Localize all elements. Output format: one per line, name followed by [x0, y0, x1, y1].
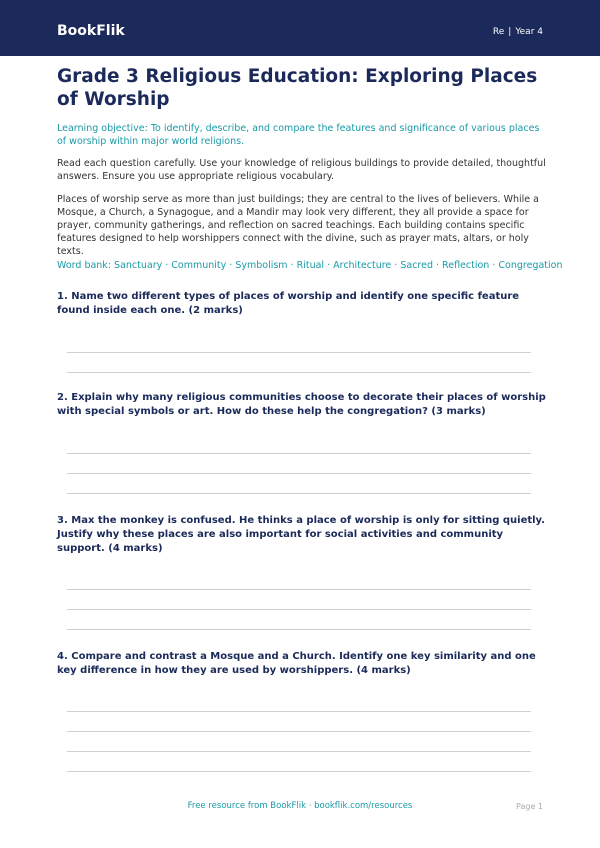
header-bar [0, 0, 600, 56]
answer-line[interactable] [67, 731, 531, 732]
brand-logo[interactable]: BookFlik [57, 23, 125, 39]
answer-line[interactable] [67, 609, 531, 610]
word-bank: Word bank: Sanctuary · Community · Symbolism · Ritual · Architecture · Sacred · Reflection · Congregation [57, 260, 563, 271]
answer-line[interactable] [67, 372, 531, 373]
answer-line[interactable] [67, 751, 531, 752]
question-3: 3. Max the monkey is confused. He thinks a place of worship is only for sitting quietly. Justify why these places are also important for social activities and community support. (4 marks) [57, 515, 545, 554]
answer-line[interactable] [67, 352, 531, 353]
page-number: Page 1 [516, 802, 543, 811]
answer-line[interactable] [67, 711, 531, 712]
header-meta [493, 27, 543, 37]
subject-label: Re [492, 27, 505, 37]
page-title: Grade 3 Religious Education: Exploring Places of Worship [57, 66, 538, 110]
answer-line[interactable] [67, 771, 531, 772]
answer-line[interactable] [67, 453, 531, 454]
learning-objective: Learning objective: To identify, describe, and compare the features and significance of various places of worship within major world religions. [57, 123, 540, 147]
intro-text: Places of worship serve as more than just buildings; they are central to the lives of believers. While a Mosque, a Church, a Synagogue, and a Mandir may look very different, they all provide a space for prayer, community gatherings, and reflection on sacred teachings. Each building contains specific features designed to help worshippers connect with the divine, such as prayer mats, altars, or holy texts. [57, 194, 539, 257]
answer-line[interactable] [67, 589, 531, 590]
instructions-text: Read each question carefully. Use your knowledge of religious buildings to provide detailed, thoughtful answers. Ensure you use appropriate religious vocabulary. [57, 158, 546, 182]
footer-resource-link[interactable]: Free resource from BookFlik · bookflik.com/resources [187, 801, 413, 811]
question-4: 4. Compare and contrast a Mosque and a Church. Identify one key similarity and one key difference in how they are used by worshippers. (4 marks) [57, 651, 536, 676]
question-2: 2. Explain why many religious communities choose to decorate their places of worship with special symbols or art. How do these help the congregation? (3 marks) [57, 392, 546, 417]
meta-separator: | [508, 27, 512, 37]
answer-line[interactable] [67, 473, 531, 474]
answer-line[interactable] [67, 629, 531, 630]
year-label: Year 4 [515, 27, 543, 37]
question-1: 1. Name two different types of places of worship and identify one specific feature found inside each one. (2 marks) [57, 291, 520, 316]
answer-line[interactable] [67, 493, 531, 494]
